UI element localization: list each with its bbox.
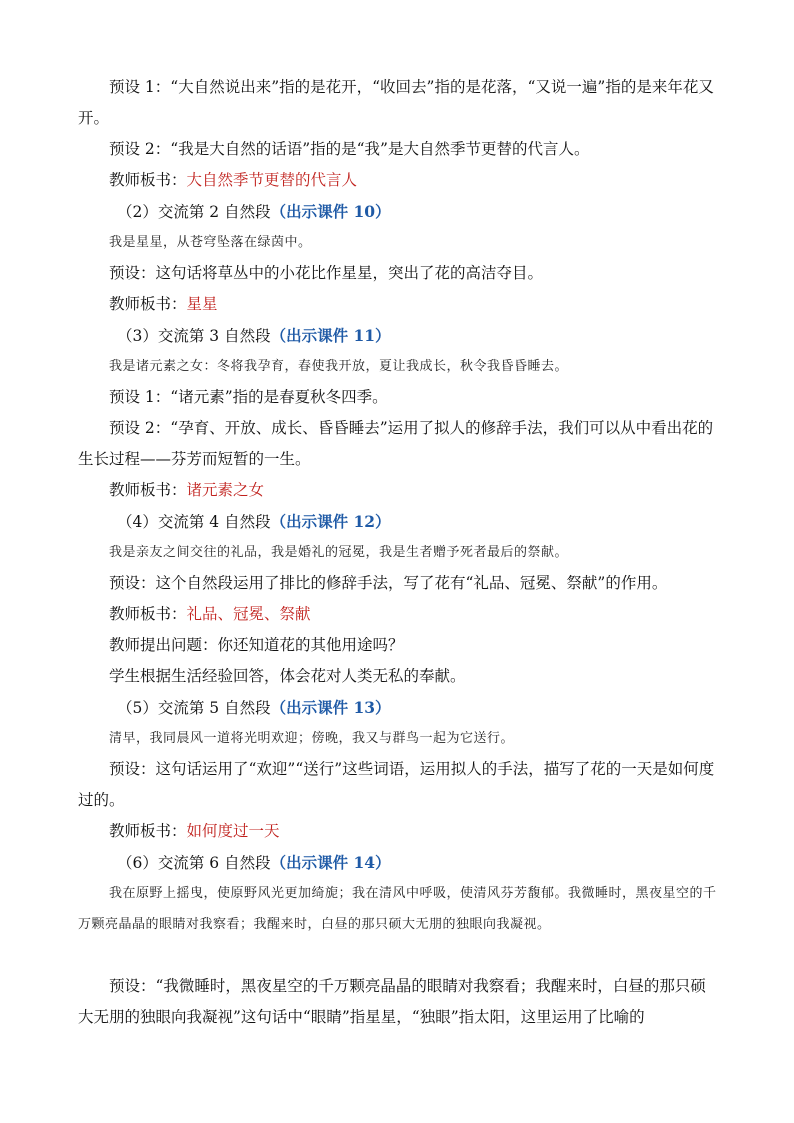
quote-text: 清早，我同晨风一道将光明欢迎；傍晚，我又与群鸟一起为它送行。 — [109, 731, 515, 746]
paragraph-preset: 预设：这个自然段运用了排比的修辞手法，写了花有“礼品、冠冕、祭献”的作用。 — [109, 574, 668, 592]
board-note: 教师板书：礼品、冠冕、祭献 — [109, 605, 311, 623]
paragraph-preset-2: 预设 2：“我是大自然的话语”指的是“我”是大自然季节更替的代言人。 — [109, 140, 590, 158]
paragraph-preset-2: 预设 2：“孕育、开放、成长、昏昏睡去”运用了拟人的修辞手法，我们可以从中看出花的生长过程——芬芳而短暂的一生。 — [78, 419, 714, 468]
quote-text: 我是亲友之间交往的礼品，我是婚礼的冠冕，我是生者赠予死者最后的祭献。 — [109, 545, 569, 560]
board-note — [78, 165, 718, 196]
teacher-question: 教师提出问题：你还知道花的其他用途吗？ — [109, 636, 404, 654]
section-heading: （4）交流第 4 自然段（出示课件 12） — [117, 512, 391, 531]
paragraph-preset: 预设：这句话运用了“欢迎”“送行”这些词语，运用拟人的手法，描写了花的一天是如何度过的。 — [78, 760, 715, 809]
board-content: 星星 — [186, 295, 218, 313]
quote-text: 我是星星，从苍穹坠落在绿茵中。 — [109, 235, 312, 250]
board-note: 教师板书：如何度过一天 — [109, 822, 280, 840]
board-content: 大自然季节更替的代言人 — [186, 171, 358, 189]
board-note: 教师板书：诸元素之女 — [109, 481, 265, 499]
paragraph-preset-1: 预设 1：“诸元素”指的是春夏秋冬四季。 — [109, 388, 388, 406]
section-heading: （5）交流第 5 自然段（出示课件 13） — [117, 698, 391, 717]
courseware-tag: （出示课件 13） — [270, 698, 391, 717]
board-content: 如何度过一天 — [186, 822, 280, 840]
courseware-tag: （出示课件 12） — [270, 512, 391, 531]
quote-text: 我在原野上摇曳，使原野风光更加绮旎；我在清风中呼吸，使清风芬芳馥郁。我微睡时，黑夜星空的千万颗亮晶晶的眼睛对我察看；我醒来时，白昼的那只硕大无朋的独眼向我凝视。 — [78, 886, 717, 932]
section-heading: （3）交流第 3 自然段（出示课件 11） — [117, 326, 391, 345]
board-content: 诸元素之女 — [186, 481, 265, 499]
courseware-tag: （出示课件 10） — [270, 202, 391, 221]
section-heading: （6）交流第 6 自然段（出示课件 14） — [117, 853, 391, 872]
courseware-tag: （出示课件 11） — [270, 326, 391, 345]
student-answer: 学生根据生活经验回答，体会花对人类无私的奉献。 — [109, 667, 466, 685]
paragraph-preset: 预设：这句话将草丛中的小花比作星星，突出了花的高洁夺目。 — [109, 264, 544, 282]
paragraph-preset-1: 预设 1：“大自然说出来”指的是花开，“收回去”指的是花落，“又说一遍”指的是来年花又开。 — [78, 78, 714, 127]
paragraph-preset: 预设：“我微睡时，黑夜星空的千万颗亮晶晶的眼睛对我察看；我醒来时，白昼的那只硕大无朋的独眼向我凝视”这句话中“眼睛”指星星，“独眼”指太阳，这里运用了比喻的 — [78, 977, 706, 1026]
courseware-tag: （出示课件 14） — [270, 853, 391, 872]
board-label: 教师板书： — [109, 171, 187, 189]
section-heading: （2）交流第 2 自然段（出示课件 10） — [117, 202, 391, 221]
board-note: 教师板书：星星 — [109, 295, 218, 313]
quote-text: 我是诸元素之女：冬将我孕育，春使我开放，夏让我成长，秋令我昏昏睡去。 — [109, 359, 569, 374]
board-content: 礼品、冠冕、祭献 — [186, 605, 311, 623]
